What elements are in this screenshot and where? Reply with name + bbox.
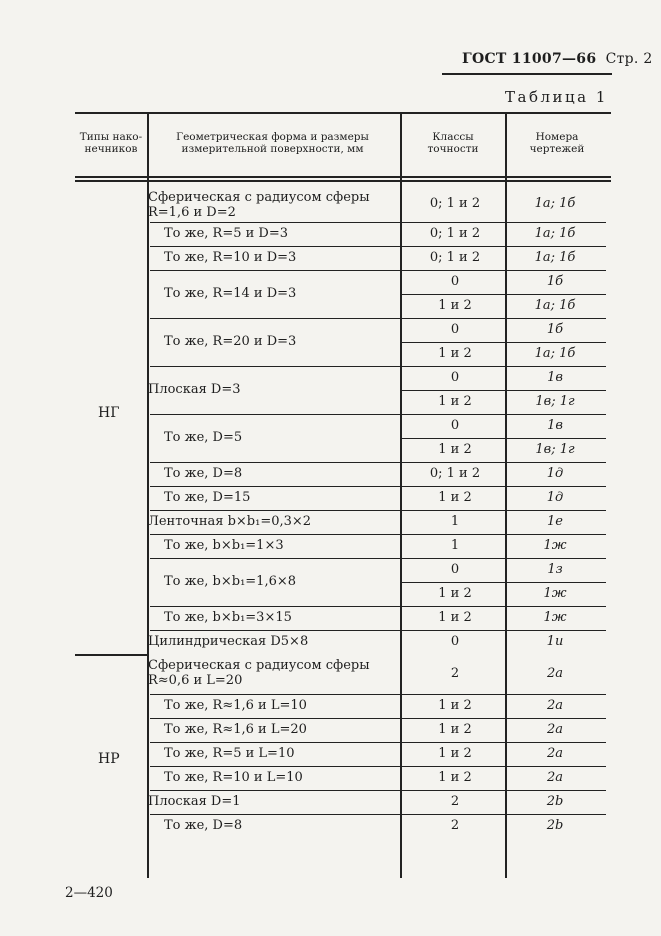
row-drawing-number: 1ж (543, 586, 567, 601)
row-description: То же, D=5 (164, 430, 243, 445)
row-description: То же, b×b₁=3×15 (164, 610, 292, 625)
row-drawing-number: 2а (546, 722, 564, 737)
row-accuracy-class: 0 (450, 370, 460, 385)
row-accuracy-class: 1 и 2 (438, 722, 472, 737)
row-accuracy-class: 2 (450, 666, 460, 681)
column-divider (147, 112, 149, 878)
row-rule (150, 246, 606, 247)
row-description: То же, R=14 и D=3 (164, 286, 297, 301)
row-description: То же, R=10 и D=3 (164, 250, 297, 265)
row-description: То же, b×b₁=1,6×8 (164, 574, 297, 589)
table-top-rule (75, 112, 611, 114)
row-accuracy-class: 2 (450, 794, 460, 809)
header-bottom-rule-2 (75, 180, 611, 182)
row-accuracy-class: 0; 1 и 2 (429, 250, 481, 265)
col-header-types: Типы нако-нечников (79, 131, 143, 155)
col-header-classes: Классы точности (427, 131, 479, 155)
row-accuracy-class: 1 и 2 (438, 586, 472, 601)
row-rule (150, 790, 606, 791)
group-type-nr: НР (98, 751, 120, 767)
row-accuracy-class: 0; 1 и 2 (429, 466, 481, 481)
row-accuracy-class: 0 (450, 634, 460, 649)
row-drawing-number: 1ж (543, 538, 567, 553)
row-drawing-number: 2b (546, 818, 564, 833)
row-rule (150, 606, 606, 607)
row-drawing-number: 1в (547, 418, 563, 433)
row-description: Сферическая с радиусом сферы R≈0,6 и L=20 (148, 658, 370, 688)
row-drawing-number: 2а (546, 770, 564, 785)
row-accuracy-class: 1 и 2 (438, 698, 472, 713)
header-rule (442, 73, 612, 75)
row-rule (150, 318, 606, 319)
table-caption: Таблица 1 (505, 88, 608, 106)
standard-number: ГОСТ 11007—66 (462, 51, 597, 67)
row-accuracy-class: 0 (450, 418, 460, 433)
row-drawing-number: 2а (546, 666, 564, 681)
row-rule (150, 510, 606, 511)
row-drawing-number: 1з (547, 562, 563, 577)
page-footer: 2—420 (65, 885, 113, 901)
row-accuracy-class: 2 (450, 818, 460, 833)
row-drawing-number: 2b (546, 794, 564, 809)
row-description: То же, D=8 (164, 818, 243, 833)
header-bottom-rule (75, 176, 611, 178)
row-description: Плоская D=3 (148, 382, 241, 397)
row-rule (400, 438, 606, 439)
row-accuracy-class: 0 (450, 322, 460, 337)
row-rule (150, 366, 606, 367)
row-rule (150, 694, 606, 695)
row-accuracy-class: 1 и 2 (438, 298, 472, 313)
row-accuracy-class: 1 и 2 (438, 442, 472, 457)
row-description: То же, R=10 и L=10 (164, 770, 303, 785)
row-drawing-number: 1а; 1б (534, 346, 576, 361)
row-description: То же, b×b₁=1×3 (164, 538, 284, 553)
row-description: Сферическая с радиусом сферы R=1,6 и D=2 (148, 190, 370, 220)
row-drawing-number: 1а; 1б (534, 226, 576, 241)
row-drawing-number: 1ж (543, 610, 567, 625)
row-drawing-number: 2а (546, 746, 564, 761)
row-accuracy-class: 0; 1 и 2 (429, 226, 481, 241)
row-rule (400, 294, 606, 295)
row-rule (150, 270, 606, 271)
row-rule (150, 742, 606, 743)
row-accuracy-class: 1 (450, 538, 460, 553)
row-drawing-number: 1в; 1г (535, 442, 575, 457)
row-rule (150, 630, 606, 631)
row-accuracy-class: 1 и 2 (438, 394, 472, 409)
row-rule (150, 414, 606, 415)
row-accuracy-class: 1 и 2 (438, 770, 472, 785)
row-description: То же, R=5 и D=3 (164, 226, 289, 241)
row-rule (150, 486, 606, 487)
page-number: Стр. 2 (605, 51, 653, 67)
row-rule (150, 718, 606, 719)
group-divider (75, 654, 148, 656)
row-description: Плоская D=1 (148, 794, 241, 809)
row-accuracy-class: 1 и 2 (438, 610, 472, 625)
row-drawing-number: 1б (546, 322, 564, 337)
row-rule (400, 390, 606, 391)
row-description: То же, R=5 и L=10 (164, 746, 295, 761)
row-description: То же, R=20 и D=3 (164, 334, 297, 349)
row-drawing-number: 1а; 1б (534, 250, 576, 265)
col-header-drawings: Номера чертежей (529, 131, 585, 155)
row-drawing-number: 1а; 1б (534, 298, 576, 313)
row-drawing-number: 1и (546, 634, 564, 649)
row-accuracy-class: 1 и 2 (438, 346, 472, 361)
row-description: То же, R≈1,6 и L=20 (164, 722, 307, 737)
row-rule (400, 582, 606, 583)
row-description: Цилиндрическая D5×8 (148, 634, 309, 649)
row-drawing-number: 1в (547, 370, 563, 385)
row-rule (150, 222, 606, 223)
row-drawing-number: 1д (546, 466, 564, 481)
row-rule (150, 558, 606, 559)
row-rule (400, 342, 606, 343)
row-accuracy-class: 1 и 2 (438, 490, 472, 505)
row-accuracy-class: 1 и 2 (438, 746, 472, 761)
row-drawing-number: 1е (547, 514, 563, 529)
row-description: Ленточная b×b₁=0,3×2 (148, 514, 312, 529)
col-header-geometry: Геометрическая форма и размеры измерительной поверхности, мм (176, 131, 369, 155)
column-divider (400, 112, 402, 878)
row-drawing-number: 1б (546, 274, 564, 289)
row-description: То же, D=8 (164, 466, 243, 481)
row-rule (150, 814, 606, 815)
row-rule (150, 462, 606, 463)
row-accuracy-class: 1 (450, 514, 460, 529)
row-description: То же, D=15 (164, 490, 251, 505)
group-type-ng: НГ (98, 405, 120, 421)
row-accuracy-class: 0 (450, 562, 460, 577)
row-drawing-number: 1д (546, 490, 564, 505)
row-drawing-number: 1а; 1б (534, 196, 576, 211)
row-accuracy-class: 0; 1 и 2 (429, 196, 481, 211)
row-description: То же, R≈1,6 и L=10 (164, 698, 307, 713)
row-rule (150, 766, 606, 767)
page-header (462, 51, 653, 67)
row-drawing-number: 2а (546, 698, 564, 713)
row-rule (150, 534, 606, 535)
row-drawing-number: 1в; 1г (535, 394, 575, 409)
row-accuracy-class: 0 (450, 274, 460, 289)
